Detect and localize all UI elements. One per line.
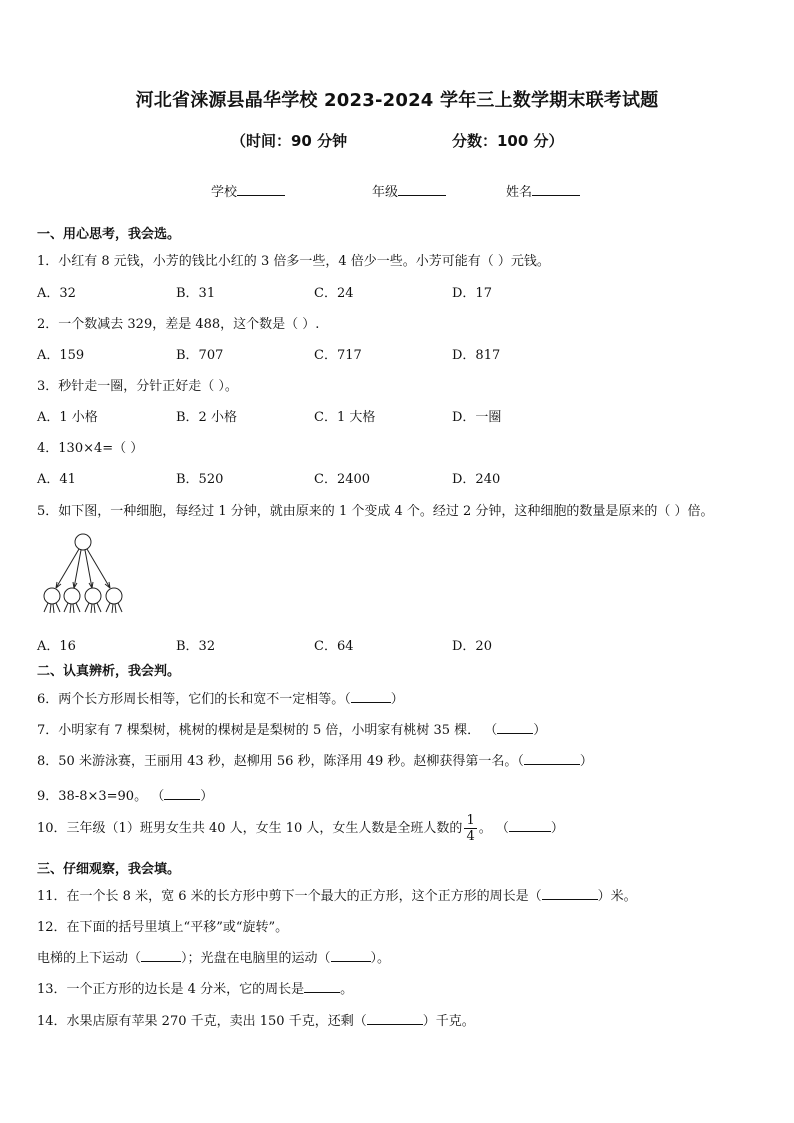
exam-time: （时间：90 分钟: [231, 132, 348, 150]
q2-option-c[interactable]: C．717: [314, 348, 362, 363]
q10-fraction: [464, 813, 476, 844]
q12-elevator-blank[interactable]: [141, 949, 181, 962]
q9-text: 9．38-8×3=90。 （: [37, 789, 165, 804]
exam-score: 分数：100 分）: [452, 132, 564, 150]
q11-answer-blank[interactable]: [542, 887, 598, 900]
grade-blank[interactable]: [398, 181, 446, 196]
q10-answer-blank[interactable]: [509, 819, 551, 832]
q3-option-c[interactable]: C．1 大格: [314, 410, 376, 425]
q4-option-d[interactable]: D．240: [452, 472, 501, 487]
question-13: [37, 978, 353, 997]
question-3: 3．秒针走一圈，分针正好走（ ）。: [37, 379, 238, 394]
q2-option-a[interactable]: A．159: [37, 348, 85, 363]
q6-answer-blank[interactable]: [351, 690, 391, 703]
section-3-heading: 三、仔细观察，我会填。: [37, 862, 181, 877]
child-cell-2: [64, 588, 80, 604]
question-10: [37, 813, 564, 844]
q1-option-d[interactable]: D．17: [452, 286, 492, 301]
q11-text: 11．在一个长 8 米，宽 6 米的长方形中剪下一个最大的正方形，这个正方形的周长是（: [37, 889, 542, 904]
name-label: 姓名: [506, 185, 533, 200]
q13-after: 。: [340, 982, 354, 997]
q14-text: 14．水果店原有苹果 270 千克，卖出 150 千克，还剩（: [37, 1014, 367, 1029]
name-field[interactable]: [506, 181, 580, 200]
child-cell-1: [44, 588, 60, 604]
grade-label: 年级: [372, 185, 399, 200]
q10-text: 10．三年级（1）班男女生共 40 人，女生 10 人，女生人数是全班人数的: [37, 821, 463, 836]
exam-title: 河北省涞源县晶华学校 2023-2024 学年三上数学期末联考试题: [135, 90, 659, 111]
school-label: 学校: [211, 185, 238, 200]
q9-close: ）: [200, 789, 214, 804]
question-12: 12．在下面的括号里填上“平移”或“旋转”。: [37, 920, 289, 935]
q8-text: 8．50 米游泳赛，王丽用 43 秒，赵柳用 56 秒，陈泽用 49 秒。赵柳获得第一名。（: [37, 754, 524, 769]
q1-option-c[interactable]: C．24: [314, 286, 354, 301]
q5-option-d[interactable]: D．20: [452, 639, 492, 654]
q6-text: 6．两个长方形周长相等，它们的长和宽不一定相等。（: [37, 692, 351, 707]
parent-cell: [75, 534, 91, 550]
q13-text: 13．一个正方形的边长是 4 分米，它的周长是: [37, 982, 305, 997]
q7-answer-blank[interactable]: [497, 721, 533, 734]
question-12-parts: [37, 947, 390, 966]
q5-option-a[interactable]: A．16: [37, 639, 76, 654]
q1-option-b[interactable]: B．31: [176, 286, 216, 301]
q10-after: 。 （: [478, 821, 509, 836]
q10-fraction-numerator: 1: [466, 813, 475, 828]
q5-option-c[interactable]: C．64: [314, 639, 354, 654]
q3-option-d[interactable]: D．一圈: [452, 410, 502, 425]
question-5: 5．如下图，一种细胞，每经过 1 分钟，就由原来的 1 个变成 4 个。经过 2 分钟，这种细胞的数量是原来的（ ）倍。: [37, 504, 714, 519]
q1-option-a[interactable]: A．32: [37, 286, 76, 301]
q14-answer-blank[interactable]: [367, 1012, 423, 1025]
q4-option-a[interactable]: A．41: [37, 472, 76, 487]
q8-close: ）: [579, 754, 593, 769]
q4-option-b[interactable]: B．520: [176, 472, 224, 487]
section-1-heading: 一、用心思考，我会选。: [37, 227, 181, 242]
school-field[interactable]: [211, 181, 285, 200]
q12-part1: 电梯的上下运动（: [37, 951, 142, 966]
q3-option-a[interactable]: A．1 小格: [37, 410, 98, 425]
q5-option-b[interactable]: B．32: [176, 639, 216, 654]
q10-fraction-denominator: 4: [466, 829, 475, 844]
q3-option-b[interactable]: B．2 小格: [176, 410, 237, 425]
q10-close: ）: [550, 821, 564, 836]
question-2: 2．一个数减去 329，差是 488，这个数是（ ）.: [37, 317, 320, 332]
q12-disc-blank[interactable]: [331, 949, 371, 962]
q7-close: ）: [533, 723, 547, 738]
q9-answer-blank[interactable]: [164, 787, 200, 800]
child-cell-4: [106, 588, 122, 604]
q8-answer-blank[interactable]: [524, 752, 580, 765]
question-7: [37, 719, 546, 738]
question-4: 4．130×4=（ ）: [37, 441, 144, 456]
q11-close: ）米。: [597, 889, 637, 904]
question-14: [37, 1010, 475, 1029]
q13-answer-blank[interactable]: [304, 980, 340, 993]
question-6: [37, 688, 404, 707]
child-cell-3: [85, 588, 101, 604]
q12-part3: ）。: [370, 951, 391, 966]
question-8: [37, 750, 593, 769]
question-11: [37, 885, 637, 904]
q14-close: ）千克。: [422, 1014, 475, 1029]
grade-field[interactable]: [372, 181, 446, 200]
section-2-heading: 二、认真辨析，我会判。: [37, 664, 181, 679]
q2-option-b[interactable]: B．707: [176, 348, 224, 363]
q7-text: 7．小明家有 7 棵梨树，桃树的棵树是是梨树的 5 倍，小明家有桃树 35 棵． （: [37, 723, 498, 738]
q6-close: ）: [390, 692, 404, 707]
cell-division-diagram: [38, 530, 128, 620]
q12-part2: ）；光盘在电脑里的运动（: [181, 951, 331, 966]
question-9: [37, 785, 213, 804]
question-1: 1．小红有 8 元钱，小芳的钱比小红的 3 倍多一些，4 倍少一些。小芳可能有（ ）元钱。: [37, 254, 550, 269]
name-blank[interactable]: [532, 181, 580, 196]
school-blank[interactable]: [237, 181, 285, 196]
q2-option-d[interactable]: D．817: [452, 348, 501, 363]
q4-option-c[interactable]: C．2400: [314, 472, 371, 487]
